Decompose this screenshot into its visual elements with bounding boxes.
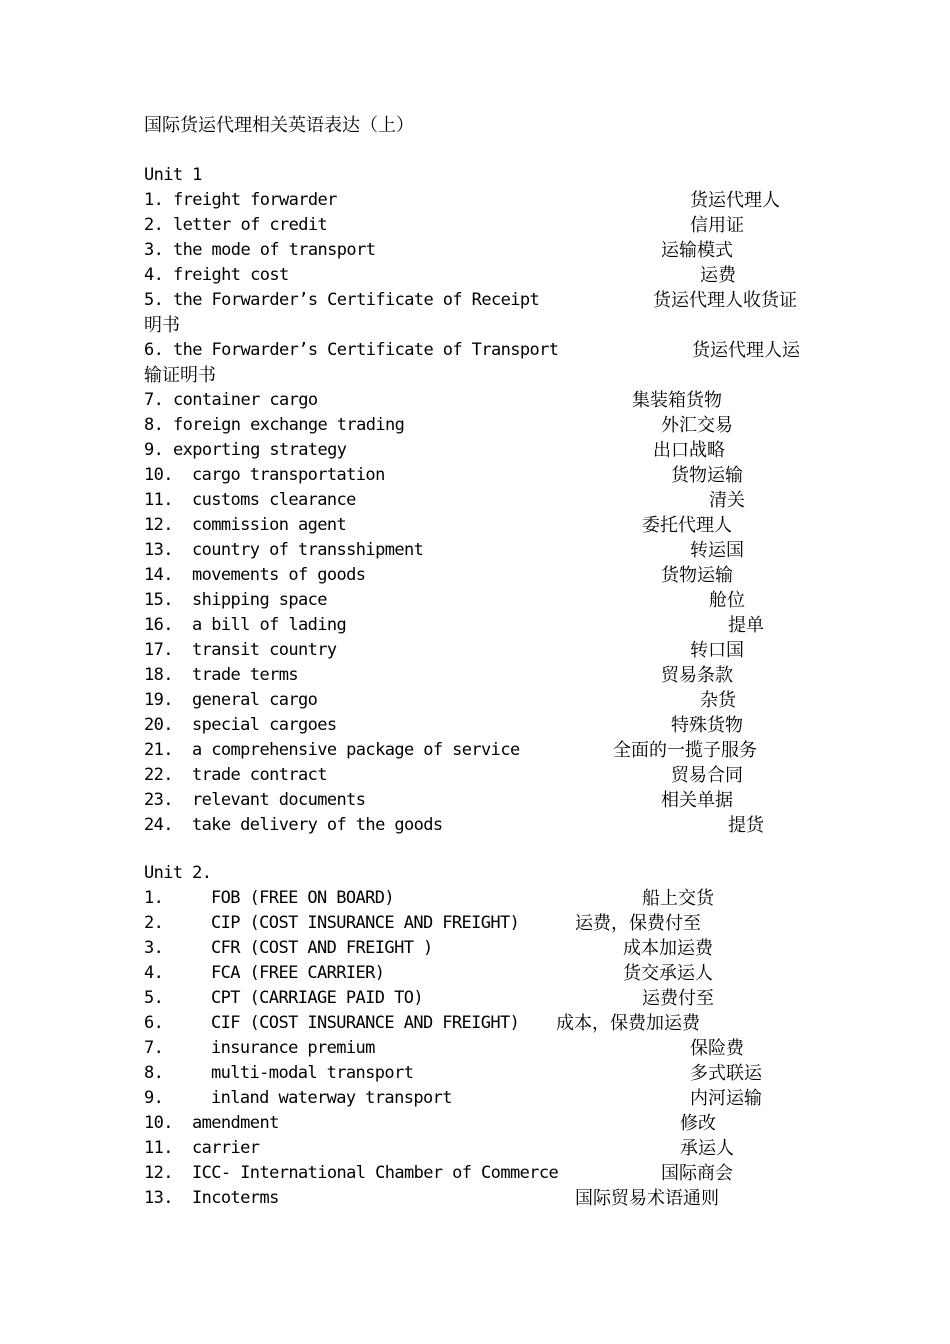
term-number: 16.: [144, 615, 173, 635]
term-number: 5.: [144, 988, 164, 1008]
term-number: 24.: [144, 815, 173, 835]
term-number: 20.: [144, 715, 173, 735]
term-chinese: 相关单据: [661, 790, 733, 811]
unit1-heading: Unit 1: [144, 165, 202, 185]
term-english: transit country: [192, 640, 337, 660]
term-number: 2.: [144, 913, 164, 933]
term-english: CIF (COST INSURANCE AND FREIGHT): [211, 1013, 520, 1033]
term-number: 11.: [144, 1138, 173, 1158]
term-english: multi-modal transport: [211, 1063, 414, 1083]
term-chinese: 货交承运人: [623, 963, 713, 984]
term-chinese-continuation: 明书: [144, 315, 180, 336]
term-number: 15.: [144, 590, 173, 610]
term-chinese: 清关: [709, 490, 745, 511]
term-number: 12.: [144, 515, 173, 535]
term-english: freight forwarder: [173, 190, 337, 210]
term-chinese-continuation: 输证明书: [144, 365, 216, 386]
term-english: the Forwarder’s Certificate of Transport: [173, 340, 559, 360]
term-chinese: 信用证: [690, 215, 744, 236]
term-english: exporting strategy: [173, 440, 347, 460]
term-number: 19.: [144, 690, 173, 710]
term-english: the Forwarder’s Certificate of Receipt: [173, 290, 540, 310]
term-chinese: 提货: [728, 815, 764, 836]
term-number: 8.: [144, 415, 164, 435]
term-chinese: 运费，保费付至: [575, 913, 701, 934]
term-english: cargo transportation: [192, 465, 385, 485]
unit2-heading: Unit 2.: [144, 863, 212, 883]
term-number: 17.: [144, 640, 173, 660]
term-number: 14.: [144, 565, 173, 585]
term-english: CIP (COST INSURANCE AND FREIGHT): [211, 913, 520, 933]
term-number: 11.: [144, 490, 173, 510]
term-chinese: 货物运输: [671, 465, 743, 486]
term-english: freight cost: [173, 265, 289, 285]
term-number: 21.: [144, 740, 173, 760]
term-chinese: 舱位: [709, 590, 745, 611]
term-number: 6.: [144, 340, 164, 360]
term-chinese: 货物运输: [661, 565, 733, 586]
term-chinese: 运输模式: [661, 240, 733, 261]
term-chinese: 船上交货: [642, 888, 714, 909]
term-number: 1.: [144, 888, 164, 908]
term-chinese: 货运代理人收货证: [653, 290, 797, 311]
term-number: 6.: [144, 1013, 164, 1033]
term-chinese: 提单: [728, 615, 764, 636]
term-number: 4.: [144, 963, 164, 983]
term-english: FOB (FREE ON BOARD): [211, 888, 395, 908]
term-english: foreign exchange trading: [173, 415, 405, 435]
term-chinese: 外汇交易: [661, 415, 733, 436]
term-english: Incoterms: [192, 1188, 279, 1208]
term-english: take delivery of the goods: [192, 815, 443, 835]
term-english: ICC- International Chamber of Commerce: [192, 1163, 559, 1183]
term-number: 5.: [144, 290, 164, 310]
term-number: 23.: [144, 790, 173, 810]
term-chinese: 货运代理人运: [692, 340, 800, 361]
term-chinese: 承运人: [680, 1138, 734, 1159]
term-english: general cargo: [192, 690, 318, 710]
term-chinese: 多式联运: [690, 1063, 762, 1084]
term-english: amendment: [192, 1113, 279, 1133]
document-title: 国际货运代理相关英语表达（上）: [144, 115, 414, 136]
term-english: FCA (FREE CARRIER): [211, 963, 385, 983]
term-number: 2.: [144, 215, 164, 235]
term-number: 8.: [144, 1063, 164, 1083]
term-english: movements of goods: [192, 565, 366, 585]
term-english: container cargo: [173, 390, 318, 410]
term-english: CPT (CARRIAGE PAID TO): [211, 988, 423, 1008]
term-english: carrier: [192, 1138, 260, 1158]
term-english: trade terms: [192, 665, 298, 685]
term-chinese: 运费付至: [642, 988, 714, 1009]
term-number: 1.: [144, 190, 164, 210]
term-chinese: 贸易合同: [671, 765, 743, 786]
term-number: 4.: [144, 265, 164, 285]
term-chinese: 货运代理人: [690, 190, 780, 211]
term-english: inland waterway transport: [211, 1088, 452, 1108]
term-english: the mode of transport: [173, 240, 376, 260]
term-english: CFR (COST AND FREIGHT ): [211, 938, 433, 958]
term-number: 10.: [144, 1113, 173, 1133]
term-number: 9.: [144, 440, 164, 460]
term-chinese: 杂货: [700, 690, 736, 711]
term-chinese: 特殊货物: [671, 715, 743, 736]
term-english: letter of credit: [173, 215, 328, 235]
term-number: 13.: [144, 1188, 173, 1208]
term-number: 7.: [144, 390, 164, 410]
term-number: 7.: [144, 1038, 164, 1058]
term-english: special cargoes: [192, 715, 337, 735]
term-chinese: 成本，保费加运费: [556, 1013, 700, 1034]
term-number: 10.: [144, 465, 173, 485]
term-chinese: 转口国: [690, 640, 744, 661]
term-number: 13.: [144, 540, 173, 560]
term-chinese: 运费: [700, 265, 736, 286]
term-chinese: 全面的一揽子服务: [613, 740, 757, 761]
term-chinese: 国际商会: [661, 1163, 733, 1184]
term-chinese: 委托代理人: [642, 515, 732, 536]
term-number: 22.: [144, 765, 173, 785]
term-english: trade contract: [192, 765, 327, 785]
term-number: 12.: [144, 1163, 173, 1183]
term-chinese: 国际贸易术语通则: [575, 1188, 719, 1209]
term-english: customs clearance: [192, 490, 356, 510]
term-number: 18.: [144, 665, 173, 685]
term-english: a comprehensive package of service: [192, 740, 520, 760]
term-chinese: 出口战略: [653, 440, 725, 461]
term-english: a bill of lading: [192, 615, 347, 635]
term-chinese: 内河运输: [690, 1088, 762, 1109]
term-chinese: 修改: [680, 1113, 716, 1134]
term-chinese: 转运国: [690, 540, 744, 561]
term-chinese: 成本加运费: [623, 938, 713, 959]
term-english: commission agent: [192, 515, 347, 535]
term-number: 3.: [144, 240, 164, 260]
term-english: country of transshipment: [192, 540, 424, 560]
term-number: 9.: [144, 1088, 164, 1108]
term-chinese: 集装箱货物: [632, 390, 722, 411]
term-english: shipping space: [192, 590, 327, 610]
term-number: 3.: [144, 938, 164, 958]
term-chinese: 贸易条款: [661, 665, 733, 686]
term-english: relevant documents: [192, 790, 366, 810]
term-english: insurance premium: [211, 1038, 375, 1058]
term-chinese: 保险费: [690, 1038, 744, 1059]
